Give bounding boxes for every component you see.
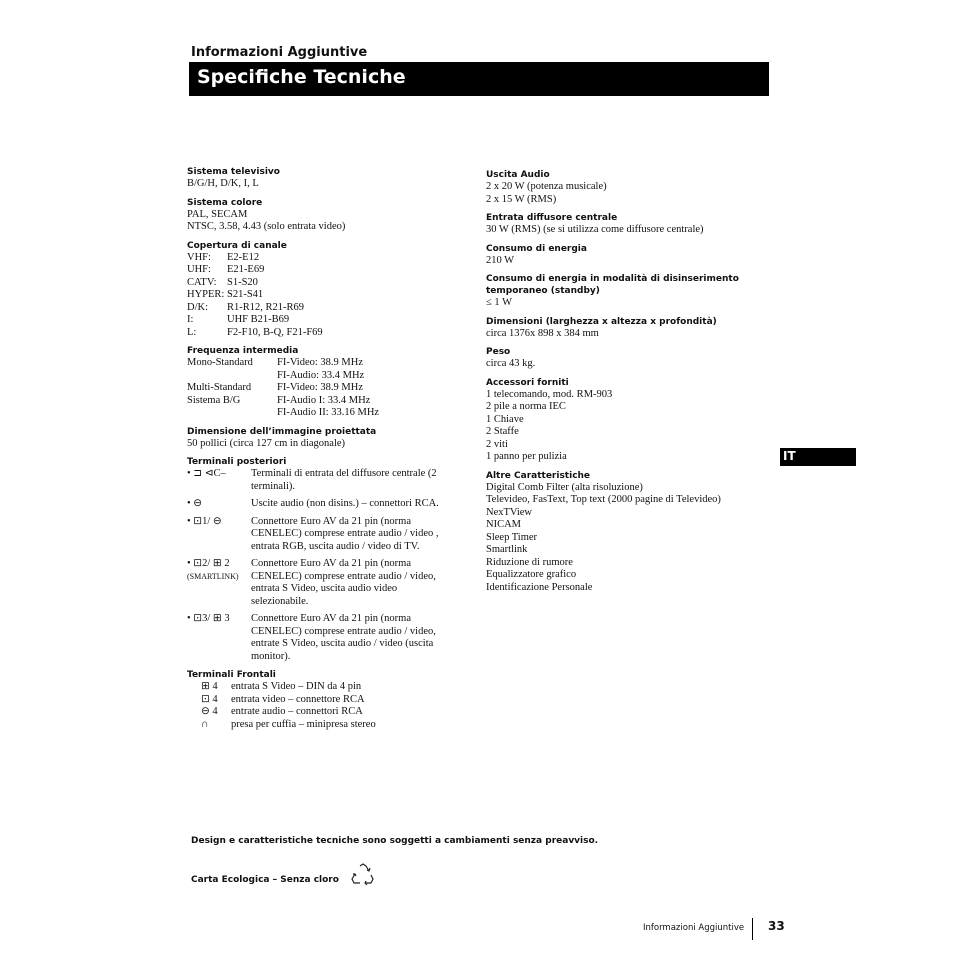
spec-line: PAL, SECAM [187, 208, 248, 220]
recycle-icon [350, 862, 376, 888]
spec-line: Smartlink [486, 544, 528, 555]
spec-heading: Consumo di energia in modalità di disinserimento [486, 274, 739, 284]
spec-consumo [486, 243, 776, 268]
terminal-description: entrata S Video – DIN da 4 pin [231, 681, 362, 692]
spec-heading: Entrata diffusore centrale [486, 213, 618, 223]
spec-heading: Frequenza intermedia [187, 346, 299, 356]
headphones-icon: ∩ [201, 718, 209, 730]
channel-range: F2-F10, B-Q, F21-F69 [227, 326, 323, 338]
spec-heading: Dimensioni (larghezza x altezza x profondità) [486, 316, 717, 327]
footer-section-label: Informazioni Aggiuntive [643, 923, 745, 933]
spec-line: Identificazione Personale [486, 581, 593, 593]
spec-entrata-diffusore [486, 212, 776, 237]
left-column [187, 166, 487, 737]
audio-in-icon: ⊖ 4 [201, 706, 218, 717]
frequency-value: FI-Audio I: 33.4 MHz [277, 394, 371, 406]
audio-out-icon: • ⊖ [187, 498, 203, 509]
channel-band: I: [187, 314, 194, 325]
spec-heading: Terminali posteriori [187, 457, 287, 467]
spec-value: B/G/H, D/K, I, L [187, 178, 259, 189]
frequency-standard: Multi-Standard [187, 382, 252, 393]
frequency-value: FI-Video: 38.9 MHz [277, 357, 363, 368]
channel-range: E21-E69 [227, 264, 265, 275]
spec-frequenza-intermedia [187, 345, 487, 420]
spec-line: 210 W [486, 254, 515, 266]
spec-accessori [486, 377, 776, 464]
channel-band: VHF: [187, 251, 211, 263]
spec-terminali-frontali [187, 669, 487, 731]
terminal-description: entrata video – connettore RCA [231, 693, 365, 705]
channel-band: D/K: [187, 301, 208, 313]
spec-heading: Dimensione dell’immagine proiettata [187, 426, 377, 437]
rear-terminal [187, 468, 487, 493]
euro-av-icon [187, 558, 251, 608]
channel-row [187, 327, 487, 340]
frequency-standard [187, 407, 277, 420]
terminal-description: entrate audio – connettori RCA [231, 706, 363, 717]
smartlink-label: (SMARTLINK) [187, 571, 239, 581]
terminal-description: Connettore Euro AV da 21 pin (norma CENELEC) comprese entrate audio / video , entrata RGB, uscita audio / video di TV. [251, 515, 439, 552]
spec-heading: Consumo di energia [486, 243, 587, 254]
euro-av-icon: • ⊡1/ ⊖ [187, 515, 222, 527]
spec-heading: Sistema televisivo [187, 167, 280, 177]
disclaimer-text: Design e caratteristiche tecniche sono soggetti a cambiamenti senza preavviso. [191, 836, 599, 846]
spec-line: NICAM [486, 519, 522, 530]
channel-range: UHF B21-B69 [227, 314, 290, 325]
channel-band: HYPER: [187, 289, 225, 300]
frequency-standard: Mono-Standard [187, 357, 253, 368]
channel-band: CATV: [187, 276, 217, 288]
eco-paper-note: Carta Ecologica – Senza cloro [191, 875, 339, 885]
spec-line: Equalizzatore grafico [486, 569, 577, 580]
rear-terminal [187, 558, 487, 608]
channel-range: S21-S41 [227, 289, 264, 300]
spec-line: 1 Chiave [486, 413, 524, 425]
channel-row [187, 264, 487, 277]
terminal-description: Terminali di entrata del diffusore centrale (2 terminali). [251, 468, 437, 492]
video-in-icon: ⊡ 4 [201, 693, 218, 705]
channel-row [187, 302, 487, 315]
language-tab-label: IT [783, 449, 796, 463]
channel-range: S1-S20 [227, 276, 258, 288]
front-terminal [187, 694, 487, 707]
spec-line: ≤ 1 W [486, 297, 512, 308]
spec-heading: Altre Caratteristiche [486, 470, 591, 481]
spec-line: circa 43 kg. [486, 358, 536, 369]
spec-heading: Accessori forniti [486, 377, 569, 388]
rear-terminal [187, 498, 487, 511]
spec-heading: Copertura di canale [187, 240, 287, 251]
spec-line: Sleep Timer [486, 531, 538, 543]
spec-line: 2 viti [486, 438, 508, 450]
spec-value: 50 pollici (circa 127 cm in diagonale) [187, 437, 346, 449]
spec-peso [486, 346, 776, 371]
frequency-row [187, 395, 487, 408]
connector-icon: • ⊐ ⊲C– [187, 468, 226, 479]
spec-line: Riduzione di rumore [486, 556, 573, 568]
section-heading: Informazioni Aggiuntive [191, 45, 368, 60]
frequency-value: FI-Audio: 33.4 MHz [277, 369, 365, 381]
channel-row [187, 289, 487, 302]
spec-line: Televideo, FasText, Top text (2000 pagine di Televideo) [486, 494, 721, 505]
spec-dimensioni [486, 316, 776, 341]
language-tab [780, 448, 856, 466]
channel-row [187, 277, 487, 290]
spec-line: NexTView [486, 506, 533, 518]
spec-heading: Sistema colore [187, 197, 263, 208]
rear-terminal [187, 613, 487, 663]
channel-range: E2-E12 [227, 251, 260, 263]
spec-consumo-standby [486, 273, 776, 310]
frequency-value: FI-Audio II: 33.16 MHz [277, 407, 380, 418]
spec-line: 30 W (RMS) (se si utilizza come diffusore centrale) [486, 224, 704, 235]
spec-altre-caratteristiche [486, 470, 776, 595]
channel-row [187, 314, 487, 327]
spec-line: 2 pile a norma IEC [486, 401, 566, 412]
frequency-row [187, 382, 487, 395]
spec-line: 2 x 15 W (RMS) [486, 193, 557, 205]
spec-line: 2 x 20 W (potenza musicale) [486, 181, 607, 192]
channel-row [187, 252, 487, 265]
spec-terminali-posteriori [187, 456, 487, 663]
terminal-description: Connettore Euro AV da 21 pin (norma CENELEC) comprese entrate audio / video, entrate S Video, uscita audio / video (uscita monitor). [251, 613, 436, 662]
spec-sistema-televisivo [187, 166, 487, 191]
frequency-standard: Sistema B/G [187, 394, 241, 406]
frequency-row [187, 407, 487, 420]
frequency-row [187, 370, 487, 383]
spec-line: circa 1376x 898 x 384 mm [486, 327, 599, 339]
spec-dimensione-immagine [187, 426, 487, 451]
channel-band: L: [187, 326, 197, 338]
footer-divider [752, 918, 753, 940]
spec-heading: Terminali Frontali [187, 670, 276, 680]
spec-heading: Uscita Audio [486, 170, 550, 180]
front-terminal [187, 719, 487, 732]
title-bar [189, 62, 769, 96]
frequency-value: FI-Video: 38.9 MHz [277, 382, 363, 393]
spec-line: Digital Comb Filter (alta risoluzione) [486, 481, 643, 493]
spec-heading: temporaneo (standby) [486, 286, 600, 296]
page-title: Specifiche Tecniche [197, 66, 406, 88]
channel-band: UHF: [187, 264, 211, 275]
s-video-icon: ⊞ 4 [201, 681, 218, 692]
spec-copertura-canale [187, 240, 487, 340]
page-number: 33 [768, 919, 785, 933]
frequency-row [187, 357, 487, 370]
spec-uscita-audio [486, 169, 776, 206]
right-column [486, 169, 776, 600]
terminal-label: • ⊡2/ ⊞ 2 [187, 558, 230, 569]
spec-line: 1 telecomando, mod. RM-903 [486, 388, 613, 400]
terminal-description: Connettore Euro AV da 21 pin (norma CENELEC) comprese entrate audio / video, entrata S Video, uscita audio video selezionabile. [251, 558, 436, 607]
euro-av-icon: • ⊡3/ ⊞ 3 [187, 613, 230, 624]
frequency-standard [187, 370, 277, 383]
terminal-description: presa per cuffia – minipresa stereo [231, 718, 376, 730]
rear-terminal [187, 516, 487, 554]
front-terminal [187, 681, 487, 694]
spec-heading: Peso [486, 347, 511, 357]
spec-line: 1 panno per pulizia [486, 451, 567, 462]
terminal-description: Uscite audio (non disins.) – connettori RCA. [251, 498, 439, 509]
front-terminal [187, 706, 487, 719]
spec-line: NTSC, 3.58, 4.43 (solo entrata video) [187, 221, 346, 232]
spec-line: 2 Staffe [486, 426, 519, 437]
channel-range: R1-R12, R21-R69 [227, 301, 305, 313]
spec-sistema-colore [187, 197, 487, 234]
